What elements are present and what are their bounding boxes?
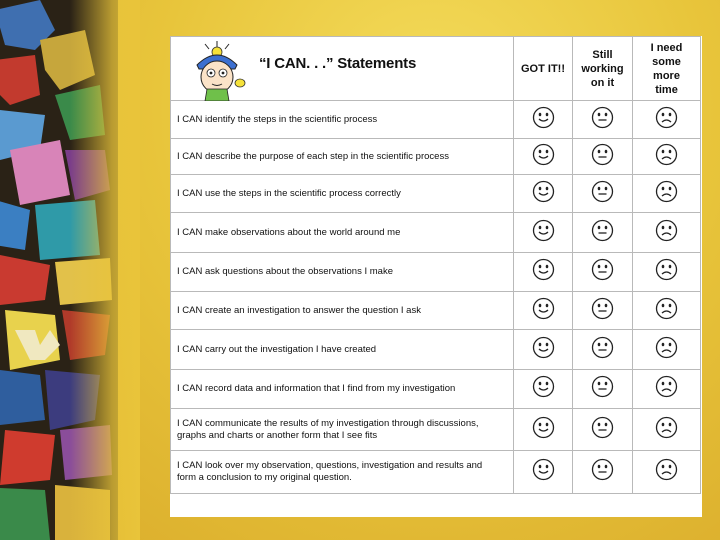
rating-cell[interactable] xyxy=(573,292,633,330)
smiley-face-icon xyxy=(532,375,555,403)
frown-face-icon xyxy=(655,180,678,208)
neutral-face-icon xyxy=(591,180,614,208)
statement-text xyxy=(171,253,514,292)
rating-cell[interactable] xyxy=(633,409,701,451)
statement-line: I CAN ask questions about the observations I make xyxy=(177,266,393,277)
frown-face-icon xyxy=(655,143,678,171)
frown-face-icon xyxy=(655,416,678,444)
rating-cell[interactable] xyxy=(514,213,573,253)
rating-cell[interactable] xyxy=(633,139,701,175)
col-header-still-line: Still xyxy=(592,48,613,61)
frown-face-icon xyxy=(655,375,678,403)
frown-face-icon xyxy=(655,258,678,286)
smiley-face-icon xyxy=(532,336,555,364)
frown-face-icon xyxy=(655,297,678,325)
rating-cell[interactable] xyxy=(633,175,701,213)
rating-cell[interactable] xyxy=(514,409,573,451)
col-header-need-line: I need xyxy=(650,41,683,54)
statement-row xyxy=(171,175,701,213)
neutral-face-icon xyxy=(591,336,614,364)
rating-cell[interactable] xyxy=(633,330,701,370)
page-title: “I CAN. . .” Statements xyxy=(259,55,417,72)
rating-cell[interactable] xyxy=(573,253,633,292)
statement-line: I CAN create an investigation to answer the question I ask xyxy=(177,304,421,316)
rating-cell[interactable] xyxy=(514,253,573,292)
statement-rows xyxy=(171,101,701,494)
smiley-face-icon xyxy=(532,416,555,444)
neutral-face-icon xyxy=(591,258,614,286)
statement-text xyxy=(171,101,514,139)
statement-line: I CAN record data and information that I find from my investigation xyxy=(177,383,456,394)
statement-line: I CAN look over my observation, questions, investigation and results and xyxy=(177,460,483,471)
col-header-need-line: time xyxy=(655,83,678,96)
rating-cell[interactable] xyxy=(633,292,701,330)
rating-cell[interactable] xyxy=(514,330,573,370)
statement-row xyxy=(171,253,701,292)
statement-text xyxy=(171,175,514,213)
rating-cell[interactable] xyxy=(514,175,573,213)
frown-face-icon xyxy=(655,336,678,364)
neutral-face-icon xyxy=(591,416,614,444)
statement-row xyxy=(171,409,701,451)
statement-line: I CAN communicate the results of my investigation through discussions, xyxy=(177,417,479,429)
statements-sheet xyxy=(170,36,702,517)
statement-line: I CAN describe the purpose of each step in the scientific process xyxy=(177,150,449,162)
statement-line: I CAN carry out the investigation I have created xyxy=(177,343,377,355)
rating-cell[interactable] xyxy=(514,451,573,494)
col-header-still-line: on it xyxy=(590,76,615,89)
statement-row xyxy=(171,330,701,370)
rating-cell[interactable] xyxy=(573,139,633,175)
rating-cell[interactable] xyxy=(573,213,633,253)
statement-line: I CAN make observations about the world around me xyxy=(177,226,401,238)
rating-cell[interactable] xyxy=(573,370,633,409)
statement-row xyxy=(171,292,701,330)
statement-row xyxy=(171,213,701,253)
rating-cell[interactable] xyxy=(514,292,573,330)
rating-cell[interactable] xyxy=(633,451,701,494)
smiley-face-icon xyxy=(532,106,555,134)
col-header-need-line: more xyxy=(653,69,680,82)
neutral-face-icon xyxy=(591,297,614,325)
rating-cell[interactable] xyxy=(573,101,633,139)
rating-cell[interactable] xyxy=(514,139,573,175)
statement-text xyxy=(171,139,514,175)
rating-cell[interactable] xyxy=(514,370,573,409)
col-header-still-working xyxy=(573,37,633,101)
rating-cell[interactable] xyxy=(573,409,633,451)
statement-line: I CAN use the steps in the scientific process correctly xyxy=(177,187,401,199)
title-cell xyxy=(171,37,514,101)
statement-line: I CAN identify the steps in the scientific process xyxy=(177,113,378,125)
rating-cell[interactable] xyxy=(633,370,701,409)
rating-cell[interactable] xyxy=(633,253,701,292)
rating-cell[interactable] xyxy=(633,213,701,253)
rating-cell[interactable] xyxy=(514,101,573,139)
statement-row xyxy=(171,451,701,494)
col-header-need-time xyxy=(633,37,701,101)
neutral-face-icon xyxy=(591,219,614,247)
strip-fade xyxy=(70,0,140,540)
statement-text xyxy=(171,213,514,253)
frown-face-icon xyxy=(655,458,678,486)
statement-line: form a conclusion to my original question. xyxy=(177,472,352,483)
statement-text xyxy=(171,370,514,409)
rating-cell[interactable] xyxy=(573,451,633,494)
statement-text xyxy=(171,330,514,370)
statements-table xyxy=(170,36,701,494)
statement-row xyxy=(171,139,701,175)
frown-face-icon xyxy=(655,219,678,247)
statement-row xyxy=(171,370,701,409)
rating-cell[interactable] xyxy=(633,101,701,139)
neutral-face-icon xyxy=(591,375,614,403)
statement-text xyxy=(171,451,514,494)
statement-line: graphs and charts or another form that I see fits xyxy=(177,429,378,441)
statement-text xyxy=(171,292,514,330)
frown-face-icon xyxy=(655,106,678,134)
thinking-kid-icon xyxy=(185,39,249,101)
statement-row xyxy=(171,101,701,139)
smiley-face-icon xyxy=(532,458,555,486)
smiley-face-icon xyxy=(532,219,555,247)
col-header-still-line: working xyxy=(581,62,624,75)
smiley-face-icon xyxy=(532,143,555,171)
col-header-need-line: some xyxy=(652,55,681,68)
neutral-face-icon xyxy=(591,143,614,171)
rating-cell[interactable] xyxy=(573,175,633,213)
smiley-face-icon xyxy=(532,180,555,208)
statement-text xyxy=(171,409,514,451)
header-row xyxy=(171,37,701,101)
smiley-face-icon xyxy=(532,258,555,286)
neutral-face-icon xyxy=(591,458,614,486)
neutral-face-icon xyxy=(591,106,614,134)
rating-cell[interactable] xyxy=(573,330,633,370)
smiley-face-icon xyxy=(532,297,555,325)
col-header-got-it: GOT IT!! xyxy=(514,37,573,101)
